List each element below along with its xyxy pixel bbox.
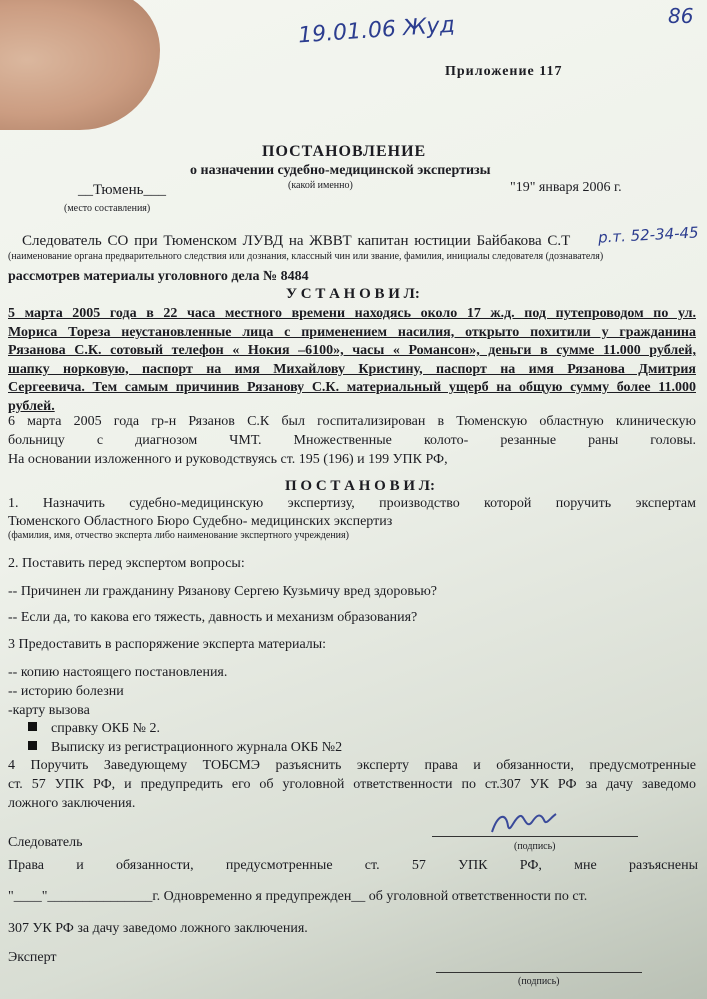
investigator-note: (наименование органа предварительного следствия или дознания, классный чин или звание, фамилия, инициалы следователя (дознавателя) [8,251,604,262]
item2-text: 2. Поставить перед экспертом вопросы: [8,556,245,571]
bullet-item-2 [28,740,342,756]
thumb-overlay [0,0,160,130]
material-3: -карту вызова [8,703,90,718]
hosp-line: На основании изложенного и руководствуясь ст. 195 (196) и 199 УПК РФ, [8,452,448,467]
investigator-label: Следователь [8,835,83,850]
hosp-line: 6 марта 2005 года гр-н Рязанов С.К был госпитализирован в Тюменскую областную клиническую [8,414,696,429]
bullet-item-1 [28,721,160,737]
item4-line: ложного заключения. [8,796,136,811]
rights-line-1: Права и обязанности, предусмотренные ст. 57 УПК РФ, мне разъяснены [8,858,698,873]
investigator-line: Следователь СО при Тюменском ЛУВД на ЖВВТ капитан юстиции Байбакова С.Т [22,233,571,249]
est-line: 5 марта 2005 года в 22 часа местного времени находясь около 17 ж.д. под путепроводом по ул. [8,306,696,321]
expert-label: Эксперт [8,950,57,965]
item4-line: 4 Поручить Заведующему ТОБСМЭ разъяснить эксперту права и обязанности, предусмотренные [8,758,696,773]
expert-signature-note: (подпись) [518,976,560,987]
rights-line-2: "____"_______________г. Одновременно я предупрежден__ об уголовной ответственности по ст. [8,889,588,904]
considered-line: рассмотрев материалы уголовного дела № 8484 [8,269,309,284]
est-line: Мориса Тореза неустановленные лица с применением насилия, открыто похитили у гражданина [8,324,696,340]
handwritten-date: 19.01.06 Жуд [297,12,456,49]
established-heading: У С Т А Н О В И Л: [286,286,420,302]
decided-heading: П О С Т А Н О В И Л: [285,478,435,494]
handwritten-phone: р.т. 52-34-45 [597,223,700,247]
est-line: рублей. [8,398,55,414]
est-line: Сергеевича. Тем самым причинив Рязанову С.К. материальный ущерб на общую сумму более 11.000 [8,380,696,395]
material-1: -- копию настоящего постановления. [8,665,228,680]
signature-mark [488,808,560,838]
document-date: "19" января 2006 г. [510,180,622,195]
hosp-line: больницу с диагнозом ЧМТ. Множественные колото- резанные раны головы. [8,433,696,448]
signature-note: (подпись) [514,841,556,852]
question-2: -- Если да, то какова его тяжесть, давность и механизм образования? [8,610,418,625]
document-title: ПОСТАНОВЛЕНИЕ [262,143,427,160]
bullet-text: Выписку из регистрационного журнала ОКБ №2 [51,740,343,755]
place-note: (место составления) [64,203,151,214]
document-subtitle: о назначении судебно-медицинской экспертизы [190,163,491,178]
est-line: Рязанова С.К. сотовый телефон « Нокия –6100», часы « Романсон», деньги в сумме 11.000 рублей, [8,343,696,358]
appendix-label: Приложение 117 [445,64,563,79]
rights-line-3: 307 УК РФ за дачу заведомо ложного заключения. [8,921,308,936]
item3-text: 3 Предоставить в распоряжение эксперта материалы: [8,637,327,652]
bullet-text: справку ОКБ № 2. [51,721,160,736]
question-1: -- Причинен ли гражданину Рязанову Сергею Кузьмичу вред здоровью? [8,584,438,599]
material-2: -- историю болезни [8,684,124,699]
item1-line: Тюменского Областного Бюро Судебно- медицинских экспертиз [8,514,393,529]
est-line: шапку норковую, паспорт на имя Михайлову Кристину, паспорт на имя Рязанова Дмитрия [8,361,696,377]
page-number: 86 [668,4,694,28]
subtitle-note: (какой именно) [288,180,353,191]
item1-line: 1. Назначить судебно-медицинскую экспертизу, производство которой поручить экспертам [8,496,696,511]
place-field: __Тюмень___ [78,182,166,198]
item4-line: ст. 57 УПК РФ, и предупредить его об уголовной ответственности по ст.307 УК РФ за дачу заведомо [8,777,696,792]
bullet-square-icon [28,722,37,731]
expert-signature-line [436,972,642,973]
item1-note: (фамилия, имя, отчество эксперта либо наименование экспертного учреждения) [8,530,349,541]
bullet-square-icon [28,741,37,750]
